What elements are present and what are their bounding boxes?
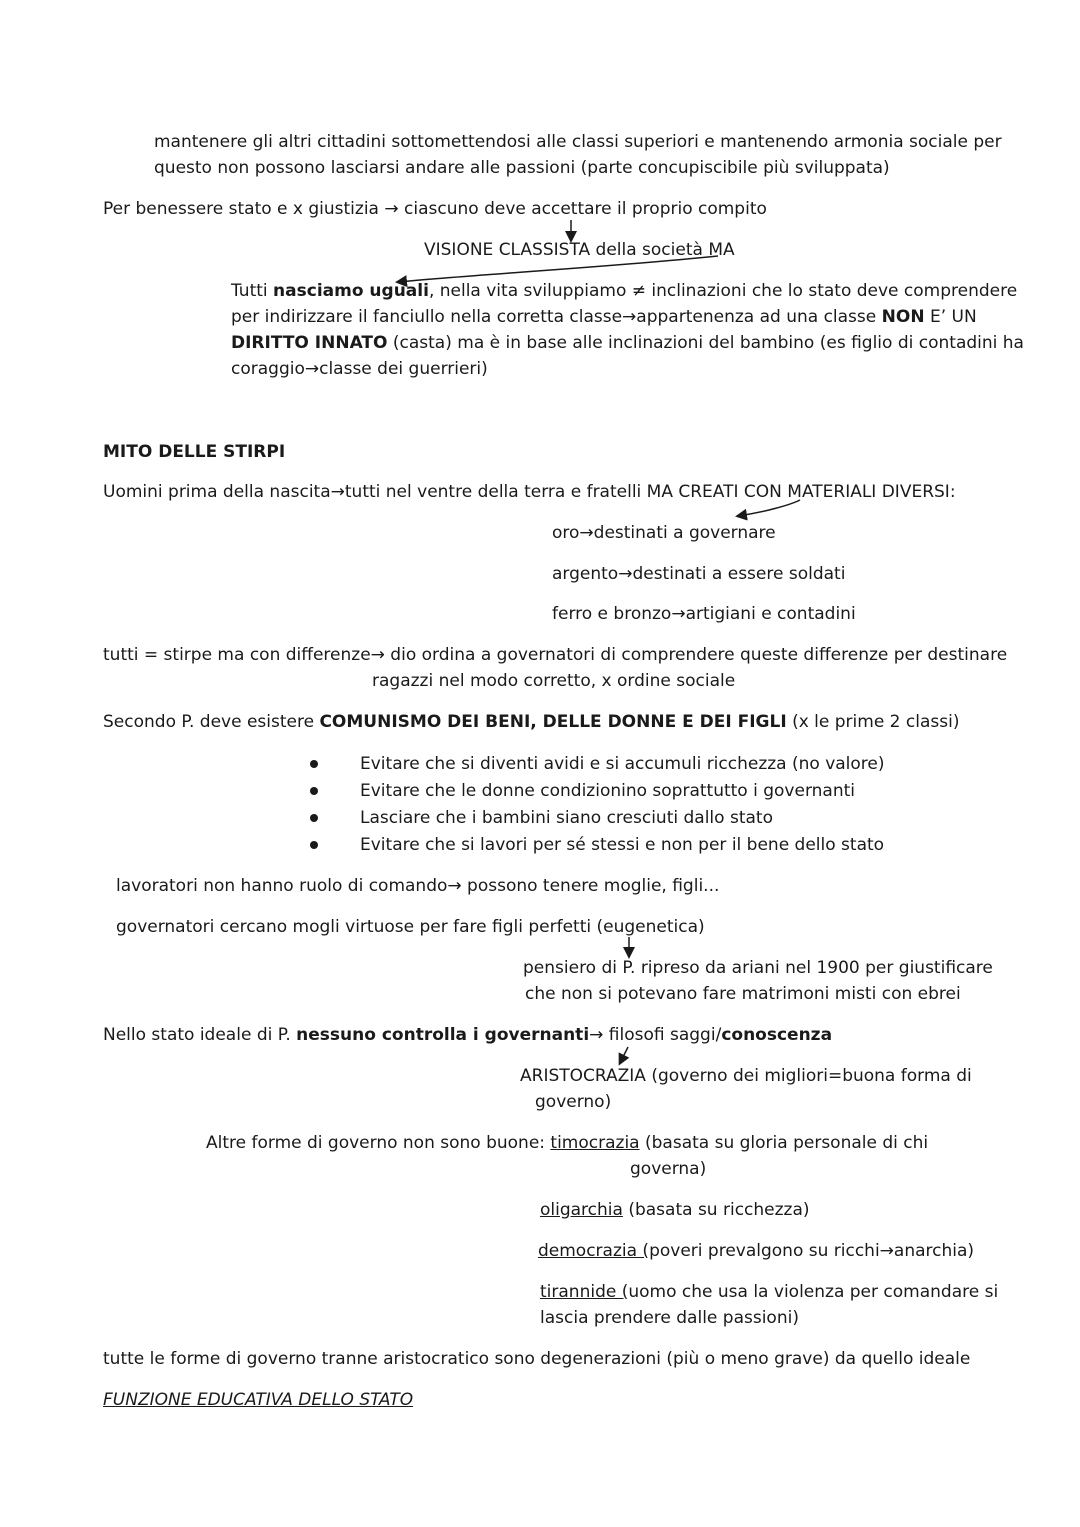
text-line: oligarchia (basata su ricchezza) (540, 1200, 810, 1220)
text-line: Secondo P. deve esistere COMUNISMO DEI BENI, DELLE DONNE E DEI FIGLI (x le prime 2 classi) (103, 712, 960, 732)
text-line: oro→destinati a governare (552, 523, 776, 543)
text-line: governo) (535, 1092, 612, 1112)
list-item: Evitare che si diventi avidi e si accumuli ricchezza (no valore) (360, 754, 885, 774)
text-line: argento→destinati a essere soldati (552, 564, 846, 584)
text-line: Tutti nasciamo uguali, nella vita sviluppiamo ≠ inclinazioni che lo stato deve comprendere (231, 281, 1018, 301)
text-line: Uomini prima della nascita→tutti nel ventre della terra e fratelli MA CREATI CON MATERIALI DIVERSI: (103, 482, 956, 502)
section-title: FUNZIONE EDUCATIVA DELLO STATO (103, 1390, 414, 1410)
text-line: DIRITTO INNATO (casta) ma è in base alle inclinazioni del bambino (es figlio di contadini ha (231, 333, 1024, 353)
list-item: Evitare che si lavori per sé stessi e non per il bene dello stato (360, 835, 885, 855)
text-line: Per benessere stato e x giustizia → ciascuno deve accettare il proprio compito (103, 199, 767, 219)
text-line: per indirizzare il fanciullo nella corretta classe→appartenenza ad una classe NON E’ UN (231, 307, 977, 327)
text-line: tutte le forme di governo tranne aristocratico sono degenerazioni (più o meno grave) da quello ideale (103, 1349, 971, 1369)
bullet (310, 841, 318, 849)
text-line: Altre forme di governo non sono buone: timocrazia (basata su gloria personale di chi (206, 1133, 929, 1153)
list-item: Evitare che le donne condizionino soprattutto i governanti (360, 781, 856, 801)
text-line: questo non possono lasciarsi andare alle passioni (parte concupiscibile più sviluppata) (154, 158, 890, 178)
list-item: Lasciare che i bambini siano cresciuti dallo stato (360, 808, 773, 828)
arrow-down-icon (620, 1047, 628, 1063)
text-line: lascia prendere dalle passioni) (540, 1308, 799, 1328)
bullet (310, 787, 318, 795)
text-line: ARISTOCRAZIA (governo dei migliori=buona forma di (520, 1066, 972, 1086)
text-line: ragazzi nel modo corretto, x ordine sociale (372, 671, 736, 691)
text-line: governa) (630, 1159, 707, 1179)
bullet (310, 760, 318, 768)
section-title: MITO DELLE STIRPI (103, 442, 286, 462)
text-line: che non si potevano fare matrimoni misti con ebrei (525, 984, 961, 1004)
text-line: pensiero di P. ripreso da ariani nel 1900 per giustificare (523, 958, 993, 978)
text-line: lavoratori non hanno ruolo di comando→ possono tenere moglie, figli... (116, 876, 720, 896)
text-line: democrazia (poveri prevalgono su ricchi→anarchia) (538, 1241, 975, 1261)
text-line: tirannide (uomo che usa la violenza per comandare si (540, 1282, 999, 1302)
text-line: mantenere gli altri cittadini sottomettendosi alle classi superiori e mantenendo armonia sociale per (154, 132, 1002, 152)
visione-classista: VISIONE CLASSISTA della società MA (424, 240, 735, 260)
bullet (310, 814, 318, 822)
text-line: governatori cercano mogli virtuose per fare figli perfetti (eugenetica) (116, 917, 705, 937)
text-line: coraggio→classe dei guerrieri) (231, 359, 488, 379)
text-line: ferro e bronzo→artigiani e contadini (552, 604, 856, 624)
text-line: tutti = stirpe ma con differenze→ dio ordina a governatori di comprendere queste differenze per destinare (103, 645, 1008, 665)
text-line: Nello stato ideale di P. nessuno controlla i governanti→ filosofi saggi/conoscenza (103, 1025, 833, 1045)
